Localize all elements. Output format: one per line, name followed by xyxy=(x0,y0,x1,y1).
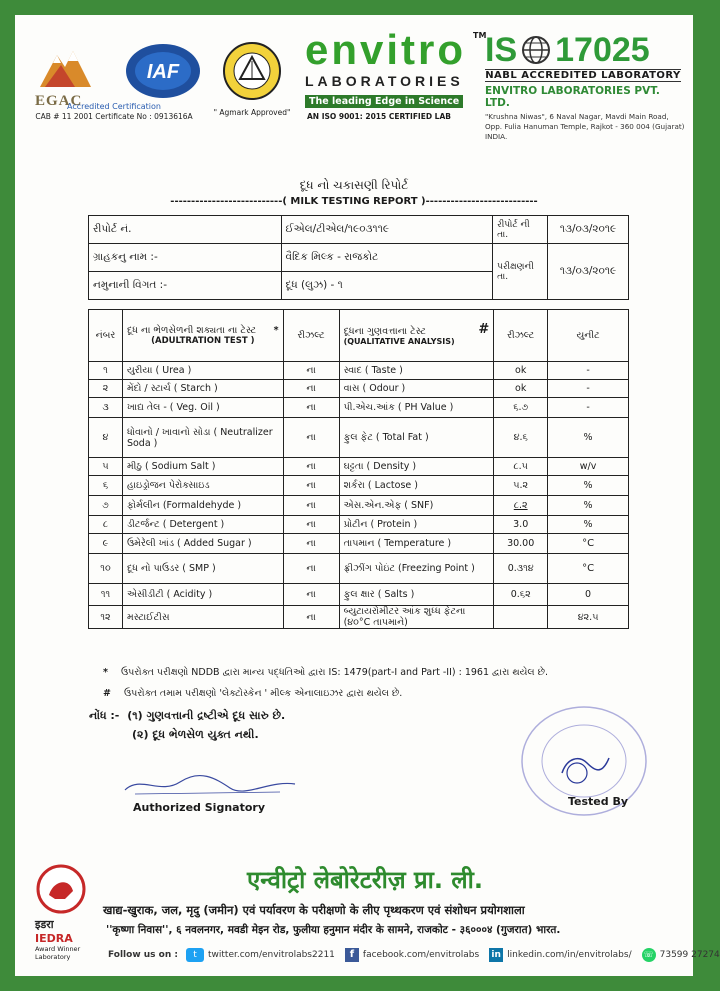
adulteration-result: ના xyxy=(283,476,339,496)
adulteration-result: ના xyxy=(283,398,339,418)
row-number: ૪ xyxy=(89,418,123,458)
col-qualitative-eng: (QUALITATIVE ANALYSIS) xyxy=(343,336,455,346)
facebook-link[interactable]: facebook.com/envitrolabs xyxy=(362,950,480,960)
qualitative-result: 0.૩૧૪ xyxy=(494,554,548,584)
row-number: ૮ xyxy=(89,516,123,534)
qualitative-result: ૪.૬ xyxy=(494,418,548,458)
adulteration-test: એસીડીટી ( Acidity ) xyxy=(122,584,283,606)
iso-word: IS xyxy=(485,31,518,69)
qualitative-result: ૬.૭ xyxy=(494,398,548,418)
col-result: રીઝલ્ટ xyxy=(283,310,339,362)
svg-text:IAF: IAF xyxy=(146,61,180,83)
qualitative-test: તાપમાન ( Temperature ) xyxy=(339,534,494,554)
star-mark: * xyxy=(273,325,279,336)
qualitative-result: ok xyxy=(494,380,548,398)
qualitative-test: ફુલ ફેટ ( Total Fat ) xyxy=(339,418,494,458)
unit: % xyxy=(548,496,629,516)
qualitative-test: ફુલ ક્ષાર ( Salts ) xyxy=(339,584,494,606)
globe-icon xyxy=(521,35,551,65)
adulteration-test: ડીટર્જન્ટ ( Detergent ) xyxy=(122,516,283,534)
authorized-signatory: Authorized Signatory xyxy=(133,801,265,814)
phone-number[interactable]: 73599 27274 xyxy=(659,950,720,960)
qualitative-result: ૫.૨ xyxy=(494,476,548,496)
adulteration-test: ખાદ્ય તેલ - ( Veg. Oil ) xyxy=(122,398,283,418)
sample-label: નમુનાની વિગત :- xyxy=(89,272,282,300)
qualitative-result: ૮.૫ xyxy=(494,458,548,476)
footer-hindi-name: एन्वीट्रो लेबोरेटरीज़ प्रा. ली. xyxy=(247,866,483,894)
note-hash-text: ઉપરોક્ત તમામ પરીક્ષણો 'લેક્ટોસ્કેન ' મીલ્ક એનાલાઇઝર દ્વારા થયેલ છે. xyxy=(124,688,403,699)
row-number: ૬ xyxy=(89,476,123,496)
iedra-badge-icon xyxy=(35,863,87,915)
unit: - xyxy=(548,380,629,398)
row-number: ૫ xyxy=(89,458,123,476)
qualitative-test: એસ.એન.એફ ( SNF) xyxy=(339,496,494,516)
footer-line-1: खाद्य-खुराक, जल, मृदु (जमीन) एवं पर्यावरण के परीक्षणो के लीए पृथ्थकरण एवं संशोधन प्रयोगशाला xyxy=(103,903,525,917)
adulteration-test: હાઇડ્રોજન પેરોક્સાઇડ xyxy=(122,476,283,496)
table-row xyxy=(89,554,629,584)
qualitative-test: ઘટ્ટતા ( Density ) xyxy=(339,458,494,476)
qualitative-test: શર્કરા ( Lactose ) xyxy=(339,476,494,496)
adulteration-result: ના xyxy=(283,534,339,554)
row-number: ૭ xyxy=(89,496,123,516)
col-adulteration xyxy=(122,310,283,362)
unit: °C xyxy=(548,554,629,584)
test-date-label: પરીક્ષણની તા. xyxy=(493,244,548,300)
remark-1: (૧) ગુણવત્તાની દ્રષ્ટીએ દૂધ સારુ છે. xyxy=(127,709,286,722)
unit: °C xyxy=(548,534,629,554)
row-number: ૩ xyxy=(89,398,123,418)
report-no-value: ઈએલ/ટીએલ/૧૯૦૩૧૧૯ xyxy=(281,216,493,244)
qualitative-test: બ્યુટાયરોમીટર આંક શુધ્ધ ફેટના (૪૦°C તાપમાને) xyxy=(339,606,494,629)
envitro-wordmark: envitro xyxy=(305,26,467,73)
egac-mountain-icon xyxy=(35,43,105,89)
linkedin-link[interactable]: linkedin.com/in/envitrolabs/ xyxy=(507,950,632,960)
table-row xyxy=(89,398,629,418)
qualitative-result: ok xyxy=(494,362,548,380)
remark-label: નોંધ :- xyxy=(89,709,120,722)
table-row xyxy=(89,476,629,496)
adulteration-test: ધોવાનો / ખાવાનો સોડા ( Neutralizer Soda ) xyxy=(122,418,283,458)
col-result2: રીઝલ્ટ xyxy=(494,310,548,362)
adulteration-result: ના xyxy=(283,458,339,476)
facebook-icon: f xyxy=(345,948,359,962)
report-sheet xyxy=(15,15,720,976)
envitro-logo xyxy=(305,26,487,121)
table-row xyxy=(89,534,629,554)
unit: ૪૨.૫ xyxy=(548,606,629,629)
iso-number: 17025 xyxy=(555,31,650,69)
social-bar xyxy=(108,948,720,962)
col-adulteration-guj: દૂધ ના ભેળસેળની શક્યતા ના ટેસ્ટ xyxy=(126,325,257,336)
follow-us-label: Follow us on : xyxy=(108,950,178,960)
whatsapp-icon: ☏ xyxy=(642,948,656,962)
egac-cab: CAB # 11 2001 Certificate No : 0913616A xyxy=(35,112,193,121)
table-row xyxy=(89,516,629,534)
sample-value: દૂધ (લુઝ) - ૧ xyxy=(281,272,493,300)
table-row xyxy=(89,458,629,476)
adulteration-test: ઉમેરેલી ખાંડ ( Added Sugar ) xyxy=(122,534,283,554)
linkedin-icon: in xyxy=(489,948,503,962)
adulteration-test: મેંદો / સ્ટાર્ચ ( Starch ) xyxy=(122,380,283,398)
adulteration-test: ફોર્મલીન (Formaldehyde ) xyxy=(122,496,283,516)
iedra-name: IEDRA xyxy=(35,932,73,945)
qualitative-test: પી.એચ.આંક ( PH Value ) xyxy=(339,398,494,418)
report-date-label: રીપોર્ટ ની તા. xyxy=(493,216,548,244)
remarks xyxy=(89,709,285,723)
qualitative-test: વાસ ( Odour ) xyxy=(339,380,494,398)
table-row xyxy=(89,380,629,398)
adulteration-test: મસ્ટાઈટીસ xyxy=(122,606,283,629)
adulteration-result: ના xyxy=(283,496,339,516)
table-row xyxy=(89,496,629,516)
egac-accredited: Accredited Certification xyxy=(67,102,161,111)
adulteration-test: મીઠુ ( Sodium Salt ) xyxy=(122,458,283,476)
agmark-seal-icon xyxy=(220,41,284,101)
col-qualitative xyxy=(339,310,494,362)
report-no-label: રીપોર્ટ નં. xyxy=(89,216,282,244)
adulteration-result: ના xyxy=(283,418,339,458)
row-number: ૧૧ xyxy=(89,584,123,606)
note-star-text: ઉપરોક્ત પરીક્ષણો NDDB દ્વારા માન્ય પદ્ધતિઓ દ્વારા IS: 1479(part-I and Part -II) : 1961 દ્વારા થયેલ છે. xyxy=(121,667,548,678)
qualitative-test: ફ્રીઝીંગ પોઇંટ (Freezing Point ) xyxy=(339,554,494,584)
envitro-tagline: The leading Edge in Science xyxy=(305,95,463,108)
unit: 0 xyxy=(548,584,629,606)
egac-name: EGAC xyxy=(35,93,83,109)
table-row xyxy=(89,362,629,380)
twitter-icon: t xyxy=(186,948,204,962)
iedra-hindi: इडरा xyxy=(35,918,54,931)
note-hash-mark: # xyxy=(103,688,111,699)
row-number: ૨ xyxy=(89,380,123,398)
row-number: ૧ xyxy=(89,362,123,380)
customer-value: વૈદિક મિલ્ક - રાજકોટ xyxy=(281,244,493,272)
agmark-logo xyxy=(220,41,284,105)
col-no: નંબર xyxy=(89,310,123,362)
qualitative-result: 0.૬૨ xyxy=(494,584,548,606)
unit: w/v xyxy=(548,458,629,476)
iaf-globe-icon xyxy=(123,43,203,99)
customer-label: ગ્રાહકનુ નામ :- xyxy=(89,244,282,272)
note-star xyxy=(103,667,548,678)
test-date-value: ૧૩/૦૩/૨૦૧૯ xyxy=(548,244,629,300)
row-number: ૧૨ xyxy=(89,606,123,629)
company-address: "Krushna Niwas", 6 Naval Nagar, Mavdi Main Road, Opp. Fulia Hanuman Temple, Rajkot - 360 004 (Gujarat) INDIA. xyxy=(485,112,685,141)
adulteration-result: ના xyxy=(283,362,339,380)
unit: - xyxy=(548,398,629,418)
hash-mark: # xyxy=(478,321,490,337)
results-table xyxy=(88,309,629,629)
report-info-table xyxy=(88,215,629,300)
qualitative-test: સ્વાદ ( Taste ) xyxy=(339,362,494,380)
col-qualitative-guj: દૂધના ગુણવત્તાના ટેસ્ટ xyxy=(343,325,426,337)
unit: % xyxy=(548,418,629,458)
envitro-iso-cert: AN ISO 9001: 2015 CERTIFIED LAB xyxy=(307,112,451,121)
adulteration-test: યુરીયા ( Urea ) xyxy=(122,362,283,380)
adulteration-test: દૂધ નો પાઉડર ( SMP ) xyxy=(122,554,283,584)
qualitative-result: ૮.૨ xyxy=(494,496,548,516)
company-name: ENVITRO LABORATORIES PVT. LTD. xyxy=(485,85,660,109)
col-adulteration-eng: (ADULTRATION TEST ) xyxy=(151,336,255,346)
iso17025-block xyxy=(485,33,685,142)
col-unit: યુનીટ xyxy=(548,310,629,362)
adulteration-result: ના xyxy=(283,606,339,629)
note-star-mark: * xyxy=(103,667,108,678)
report-date-value: ૧૩/૦૩/૨૦૧૯ xyxy=(548,216,629,244)
report-title-english: ---------------------------( MILK TESTING REPORT )--------------------------- xyxy=(170,196,538,207)
results-body xyxy=(89,362,629,629)
qualitative-result: 3.0 xyxy=(494,516,548,534)
adulteration-result: ના xyxy=(283,554,339,584)
qualitative-test: પ્રોટીન ( Protein ) xyxy=(339,516,494,534)
adulteration-result: ના xyxy=(283,380,339,398)
trademark: TM xyxy=(473,31,487,40)
table-row xyxy=(89,418,629,458)
adulteration-result: ના xyxy=(283,516,339,534)
unit: % xyxy=(548,516,629,534)
table-row xyxy=(89,584,629,606)
row-number: ૧૦ xyxy=(89,554,123,584)
table-row xyxy=(89,606,629,629)
agmark-caption: " Agmark Approved" xyxy=(213,108,291,117)
nabl-label: NABL ACCREDITED LABORATORY xyxy=(485,70,681,81)
iaf-logo xyxy=(123,43,203,103)
note-hash xyxy=(103,688,402,699)
unit: % xyxy=(548,476,629,496)
signature-scribble xyxy=(120,770,300,800)
adulteration-result: ના xyxy=(283,584,339,606)
tested-by: Tested By xyxy=(568,795,629,808)
envitro-laboratories: LABORATORIES xyxy=(305,73,464,89)
remark-2: (૨) દૂધ ભેળસેળ યુક્ત નથી. xyxy=(132,728,259,741)
row-number: ૯ xyxy=(89,534,123,554)
unit: - xyxy=(548,362,629,380)
iedra-caption: Award Winner Laboratory xyxy=(35,945,81,961)
footer-line-2: ''कृष्णा निवास'', ६ नवलनगर, मवडी मेइन रोड, फुलीया हनुमान मंदीर के सामने, राजकोट - ३६०००४ (गुजरात) भारत. xyxy=(106,924,561,936)
twitter-link[interactable]: twitter.com/envitrolabs2211 xyxy=(208,950,335,960)
qualitative-result: 30.00 xyxy=(494,534,548,554)
report-title-gujarati: દૂધ નો ચકાસણી રિપોર્ટ xyxy=(299,178,409,192)
qualitative-result xyxy=(494,606,548,629)
